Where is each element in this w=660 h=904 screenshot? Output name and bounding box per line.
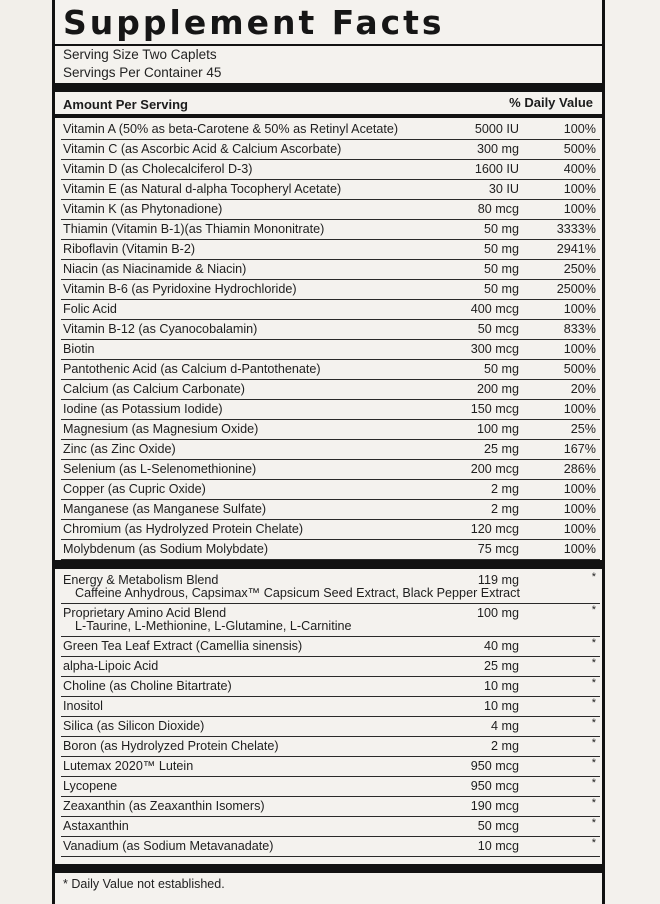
nutrient-row bbox=[61, 139, 600, 160]
dv-not-established-marker: * bbox=[591, 737, 596, 749]
thick-divider bbox=[55, 83, 602, 92]
nutrient-row bbox=[61, 279, 600, 300]
nutrient-name: Choline (as Choline Bitartrate) bbox=[63, 679, 232, 693]
nutrient-daily-value: 100% bbox=[563, 122, 596, 136]
dv-not-established-marker: * bbox=[591, 571, 596, 583]
nutrient-name: Astaxanthin bbox=[63, 819, 129, 833]
nutrient-daily-value: 100% bbox=[563, 342, 596, 356]
nutrient-name: Magnesium (as Magnesium Oxide) bbox=[63, 422, 259, 436]
nutrient-amount: 120 mcg bbox=[470, 522, 519, 536]
nutrient-row bbox=[61, 676, 600, 697]
nutrient-name: Green Tea Leaf Extract (Camellia sinensis) bbox=[63, 639, 303, 653]
nutrient-row bbox=[61, 836, 600, 857]
nutrient-row bbox=[61, 696, 600, 717]
blend-ingredients: L-Taurine, L-Methionine, L-Glutamine, L-Carnitine bbox=[75, 619, 352, 633]
daily-value-header: % Daily Value bbox=[509, 95, 593, 110]
nutrient-row bbox=[61, 459, 600, 480]
nutrient-amount: 50 mg bbox=[483, 262, 519, 276]
dv-not-established-marker: * bbox=[591, 837, 596, 849]
divider bbox=[55, 44, 602, 46]
nutrient-name: Thiamin (Vitamin B-1)(as Thiamin Mononitrate) bbox=[63, 222, 325, 236]
nutrient-amount: 10 mcg bbox=[477, 839, 519, 853]
nutrient-row bbox=[61, 239, 600, 260]
nutrient-amount: 2 mg bbox=[491, 739, 519, 753]
nutrient-amount: 950 mcg bbox=[470, 759, 519, 773]
nutrient-name: Proprietary Amino Acid Blend bbox=[63, 606, 227, 620]
thick-divider bbox=[55, 560, 602, 569]
nutrient-amount: 4 mg bbox=[491, 719, 519, 733]
nutrient-daily-value: 167% bbox=[563, 442, 596, 456]
nutrient-amount: 25 mg bbox=[483, 442, 519, 456]
nutrient-amount: 5000 IU bbox=[474, 122, 519, 136]
nutrient-row bbox=[61, 419, 600, 440]
nutrient-row bbox=[61, 539, 600, 560]
header-divider bbox=[55, 114, 602, 118]
nutrient-row bbox=[61, 603, 600, 637]
nutrient-daily-value: 2941% bbox=[556, 242, 596, 256]
nutrient-row bbox=[61, 219, 600, 240]
nutrient-name: Copper (as Cupric Oxide) bbox=[63, 482, 206, 496]
nutrient-daily-value: 100% bbox=[563, 482, 596, 496]
nutrient-amount: 40 mg bbox=[483, 639, 519, 653]
nutrient-name: Silica (as Silicon Dioxide) bbox=[63, 719, 205, 733]
nutrient-daily-value: 100% bbox=[563, 402, 596, 416]
dv-not-established-marker: * bbox=[591, 717, 596, 729]
thick-divider bbox=[55, 864, 602, 873]
nutrient-daily-value: 400% bbox=[563, 162, 596, 176]
nutrient-daily-value: 100% bbox=[563, 502, 596, 516]
nutrient-amount: 100 mg bbox=[476, 606, 519, 620]
serving-size: Serving Size Two Caplets bbox=[63, 47, 217, 62]
nutrient-row bbox=[61, 339, 600, 360]
nutrient-name: Vitamin A (50% as beta-Carotene & 50% as Retinyl Acetate) bbox=[63, 122, 399, 136]
nutrient-amount: 50 mg bbox=[483, 282, 519, 296]
nutrient-daily-value: 500% bbox=[563, 142, 596, 156]
nutrient-daily-value: 3333% bbox=[556, 222, 596, 236]
nutrient-amount: 10 mg bbox=[483, 699, 519, 713]
nutrient-row bbox=[61, 519, 600, 540]
nutrient-amount: 200 mcg bbox=[470, 462, 519, 476]
nutrient-amount: 200 mg bbox=[476, 382, 519, 396]
nutrient-row bbox=[61, 119, 600, 140]
nutrient-name: Calcium (as Calcium Carbonate) bbox=[63, 382, 245, 396]
nutrient-row bbox=[61, 756, 600, 777]
nutrient-name: Vitamin K (as Phytonadione) bbox=[63, 202, 223, 216]
dv-not-established-marker: * bbox=[591, 797, 596, 809]
dv-not-established-marker: * bbox=[591, 697, 596, 709]
nutrient-name: Vitamin D (as Cholecalciferol D-3) bbox=[63, 162, 253, 176]
nutrient-name: Manganese (as Manganese Sulfate) bbox=[63, 502, 267, 516]
blend-ingredients: Caffeine Anhydrous, Capsimax™ Capsicum Seed Extract, Black Pepper Extract bbox=[75, 586, 520, 600]
nutrient-amount: 190 mcg bbox=[470, 799, 519, 813]
nutrient-row bbox=[61, 636, 600, 657]
right-background bbox=[605, 0, 660, 904]
dv-not-established-marker: * bbox=[591, 637, 596, 649]
nutrient-daily-value: 286% bbox=[563, 462, 596, 476]
nutrient-name: Niacin (as Niacinamide & Niacin) bbox=[63, 262, 247, 276]
nutrient-name: Folic Acid bbox=[63, 302, 117, 316]
nutrient-amount: 30 IU bbox=[488, 182, 519, 196]
nutrient-amount: 950 mcg bbox=[470, 779, 519, 793]
nutrient-row bbox=[61, 656, 600, 677]
nutrient-daily-value: 500% bbox=[563, 362, 596, 376]
nutrient-row bbox=[61, 776, 600, 797]
nutrient-amount: 50 mg bbox=[483, 222, 519, 236]
nutrient-amount: 2 mg bbox=[491, 482, 519, 496]
nutrient-row bbox=[61, 379, 600, 400]
nutrient-row bbox=[61, 570, 600, 604]
nutrient-name: Inositol bbox=[63, 699, 103, 713]
nutrient-name: Zinc (as Zinc Oxide) bbox=[63, 442, 176, 456]
servings-per-container: Servings Per Container 45 bbox=[63, 65, 222, 80]
left-background bbox=[0, 0, 52, 904]
nutrient-name: Selenium (as L-Selenomethionine) bbox=[63, 462, 257, 476]
nutrient-daily-value: 100% bbox=[563, 202, 596, 216]
nutrient-name: Energy & Metabolism Blend bbox=[63, 573, 219, 587]
nutrient-name: Vitamin E (as Natural d-alpha Tocopheryl Acetate) bbox=[63, 182, 342, 196]
nutrient-name: Iodine (as Potassium Iodide) bbox=[63, 402, 223, 416]
dv-not-established-marker: * bbox=[591, 777, 596, 789]
nutrient-name: Biotin bbox=[63, 342, 95, 356]
nutrient-amount: 119 mg bbox=[477, 573, 519, 587]
nutrient-row bbox=[61, 716, 600, 737]
nutrient-daily-value: 20% bbox=[570, 382, 596, 396]
nutrient-name: Vanadium (as Sodium Metavanadate) bbox=[63, 839, 274, 853]
nutrient-name: Riboflavin (Vitamin B-2) bbox=[63, 242, 196, 256]
nutrient-name: alpha-Lipoic Acid bbox=[63, 659, 159, 673]
nutrient-amount: 300 mcg bbox=[470, 342, 519, 356]
nutrient-amount: 50 mcg bbox=[477, 819, 519, 833]
nutrient-row bbox=[61, 479, 600, 500]
nutrient-daily-value: 250% bbox=[563, 262, 596, 276]
dv-not-established-marker: * bbox=[591, 604, 596, 616]
nutrient-row bbox=[61, 199, 600, 220]
nutrient-name: Boron (as Hydrolyzed Protein Chelate) bbox=[63, 739, 279, 753]
nutrient-amount: 2 mg bbox=[491, 502, 519, 516]
nutrient-daily-value: 833% bbox=[563, 322, 596, 336]
nutrient-daily-value: 2500% bbox=[556, 282, 596, 296]
nutrient-name: Vitamin B-6 (as Pyridoxine Hydrochloride) bbox=[63, 282, 297, 296]
nutrient-row bbox=[61, 736, 600, 757]
nutrient-name: Lycopene bbox=[63, 779, 118, 793]
nutrient-row bbox=[61, 259, 600, 280]
nutrient-name: Vitamin C (as Ascorbic Acid & Calcium Ascorbate) bbox=[63, 142, 342, 156]
nutrient-daily-value: 25% bbox=[570, 422, 596, 436]
nutrient-row bbox=[61, 499, 600, 520]
nutrient-daily-value: 100% bbox=[563, 522, 596, 536]
nutrient-row bbox=[61, 796, 600, 817]
nutrient-row bbox=[61, 439, 600, 460]
nutrient-amount: 1600 IU bbox=[474, 162, 519, 176]
amount-per-serving-header: Amount Per Serving bbox=[63, 97, 188, 112]
nutrient-name: Molybdenum (as Sodium Molybdate) bbox=[63, 542, 269, 556]
nutrient-daily-value: 100% bbox=[563, 542, 596, 556]
nutrient-amount: 80 mcg bbox=[477, 202, 519, 216]
footnote: * Daily Value not established. bbox=[63, 877, 225, 891]
nutrient-amount: 100 mg bbox=[476, 422, 519, 436]
nutrient-row bbox=[61, 319, 600, 340]
dv-not-established-marker: * bbox=[591, 657, 596, 669]
nutrient-amount: 50 mg bbox=[483, 362, 519, 376]
nutrient-amount: 50 mcg bbox=[477, 322, 519, 336]
nutrient-amount: 300 mg bbox=[476, 142, 519, 156]
dv-not-established-marker: * bbox=[591, 757, 596, 769]
nutrient-name: Pantothenic Acid (as Calcium d-Pantothenate) bbox=[63, 362, 321, 376]
nutrient-daily-value: 100% bbox=[563, 302, 596, 316]
nutrient-daily-value: 100% bbox=[563, 182, 596, 196]
nutrient-row bbox=[61, 179, 600, 200]
nutrient-amount: 75 mcg bbox=[477, 542, 519, 556]
nutrient-name: Zeaxanthin (as Zeaxanthin Isomers) bbox=[63, 799, 265, 813]
nutrient-row bbox=[61, 399, 600, 420]
dv-not-established-marker: * bbox=[591, 817, 596, 829]
panel-title: Supplement Facts bbox=[63, 3, 445, 42]
dv-not-established-marker: * bbox=[591, 677, 596, 689]
nutrient-amount: 10 mg bbox=[483, 679, 519, 693]
nutrient-amount: 150 mcg bbox=[470, 402, 519, 416]
nutrient-name: Lutemax 2020™ Lutein bbox=[63, 759, 194, 773]
nutrient-row bbox=[61, 299, 600, 320]
nutrient-row bbox=[61, 816, 600, 837]
nutrient-name: Vitamin B-12 (as Cyanocobalamin) bbox=[63, 322, 258, 336]
nutrient-amount: 400 mcg bbox=[470, 302, 519, 316]
nutrient-name: Chromium (as Hydrolyzed Protein Chelate) bbox=[63, 522, 304, 536]
nutrient-row bbox=[61, 359, 600, 380]
nutrient-row bbox=[61, 159, 600, 180]
nutrient-amount: 50 mg bbox=[483, 242, 519, 256]
supplement-facts-panel bbox=[52, 0, 605, 904]
nutrient-amount: 25 mg bbox=[483, 659, 519, 673]
